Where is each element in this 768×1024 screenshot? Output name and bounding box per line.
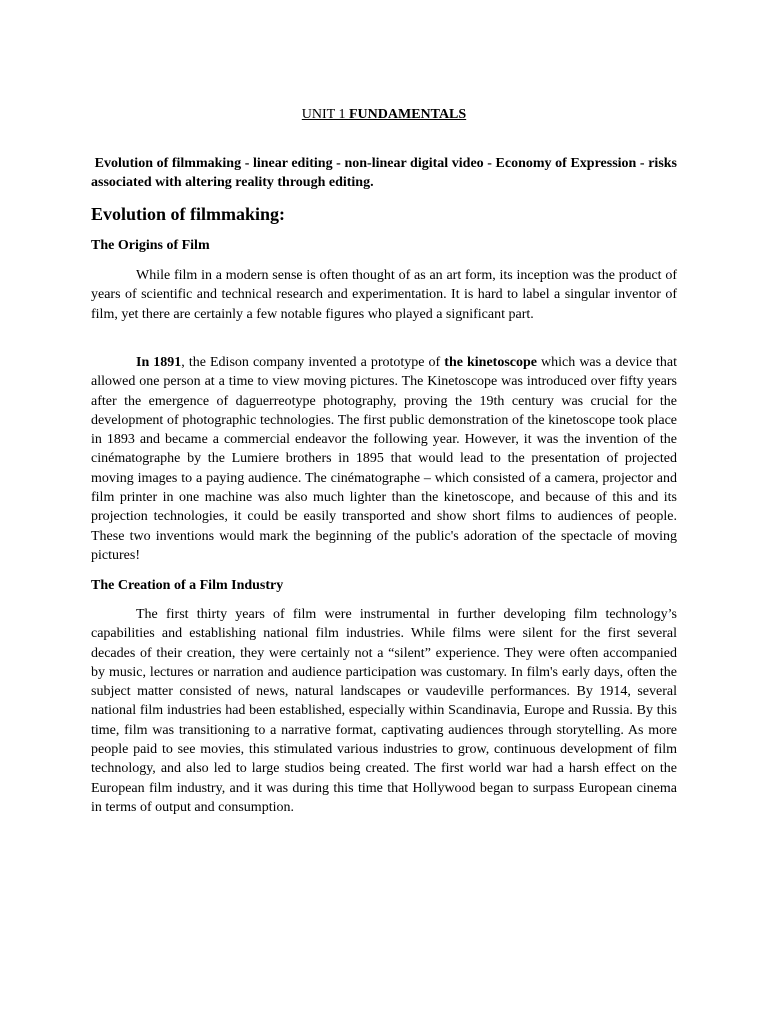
- origins-para2-text-a: , the Edison company invented a prototype of: [181, 355, 445, 370]
- industry-paragraph-1: The first thirty years of film were instrumental in further developing film technology’s capabilities and establishing national film industries. While films were silent for the first several decades of their creation, they were certainly not a “silent” experience. They were often accompanied by music, lectures or narration and audience participation was customary. In film's early days, often the subject matter consisted of news, natural landscapes or vaudeville performances. By 1914, several national film industries had been established, especially within Scandinavia, Europe and Russia. By this time, film was transitioning to a narrative format, captivating audiences through storytelling. As more people paid to see movies, this stimulated various industries to grow, continuous development of film technology, and also led to large studios being created. The first world war had a harsh effect on the European film industry, and it was during this time that Hollywood began to surpass European cinema in terms of output and consumption.: [91, 607, 677, 815]
- unit-prefix: UNIT 1: [301, 107, 349, 122]
- origins-heading: The Origins of Film: [91, 238, 210, 253]
- industry-heading: The Creation of a Film Industry: [91, 578, 284, 593]
- unit-title-text: FUNDAMENTALS: [348, 107, 467, 122]
- origins-paragraph-2: [91, 353, 677, 565]
- kinetoscope-term: the kinetoscope: [444, 355, 537, 370]
- origins-paragraph-1: While film in a modern sense is often thought of as an art form, its inception was the product of years of scientific and technical research and experimentation. It is hard to label a singular inventor of film, yet there are certainly a few notable figures who played a significant part.: [91, 268, 677, 322]
- origins-para2-text-b: which was a device that allowed one person at a time to view moving pictures. The Kinetoscope was introduced over fifty years after the emergence of daguerreotype photography, proving the 19th century was crucial for the development of photographic technologies. The first public demonstration of the kinetoscope took place in 1893 and became a commercial endeavor the following year. However, it was the invention of the cinématographe by the Lumiere brothers in 1895 that would lead to the presentation of projected moving images to a paying audience. The cinématographe – which consisted of a camera, projector and film printer in one machine was also much lighter than the kinetoscope, and because of this and its projection technologies, it could be easily transported and show short films to audiences of people. These two inventions would mark the beginning of the public's adoration of the spectacle of moving pictures!: [91, 355, 677, 563]
- year-1891: In 1891: [136, 355, 182, 370]
- unit-title: [91, 106, 677, 124]
- unit-summary: Evolution of filmmaking - linear editing - non-linear digital video - Economy of Expression - risks associated with altering reality through editing.: [91, 156, 681, 190]
- section-heading: Evolution of filmmaking:: [91, 204, 286, 224]
